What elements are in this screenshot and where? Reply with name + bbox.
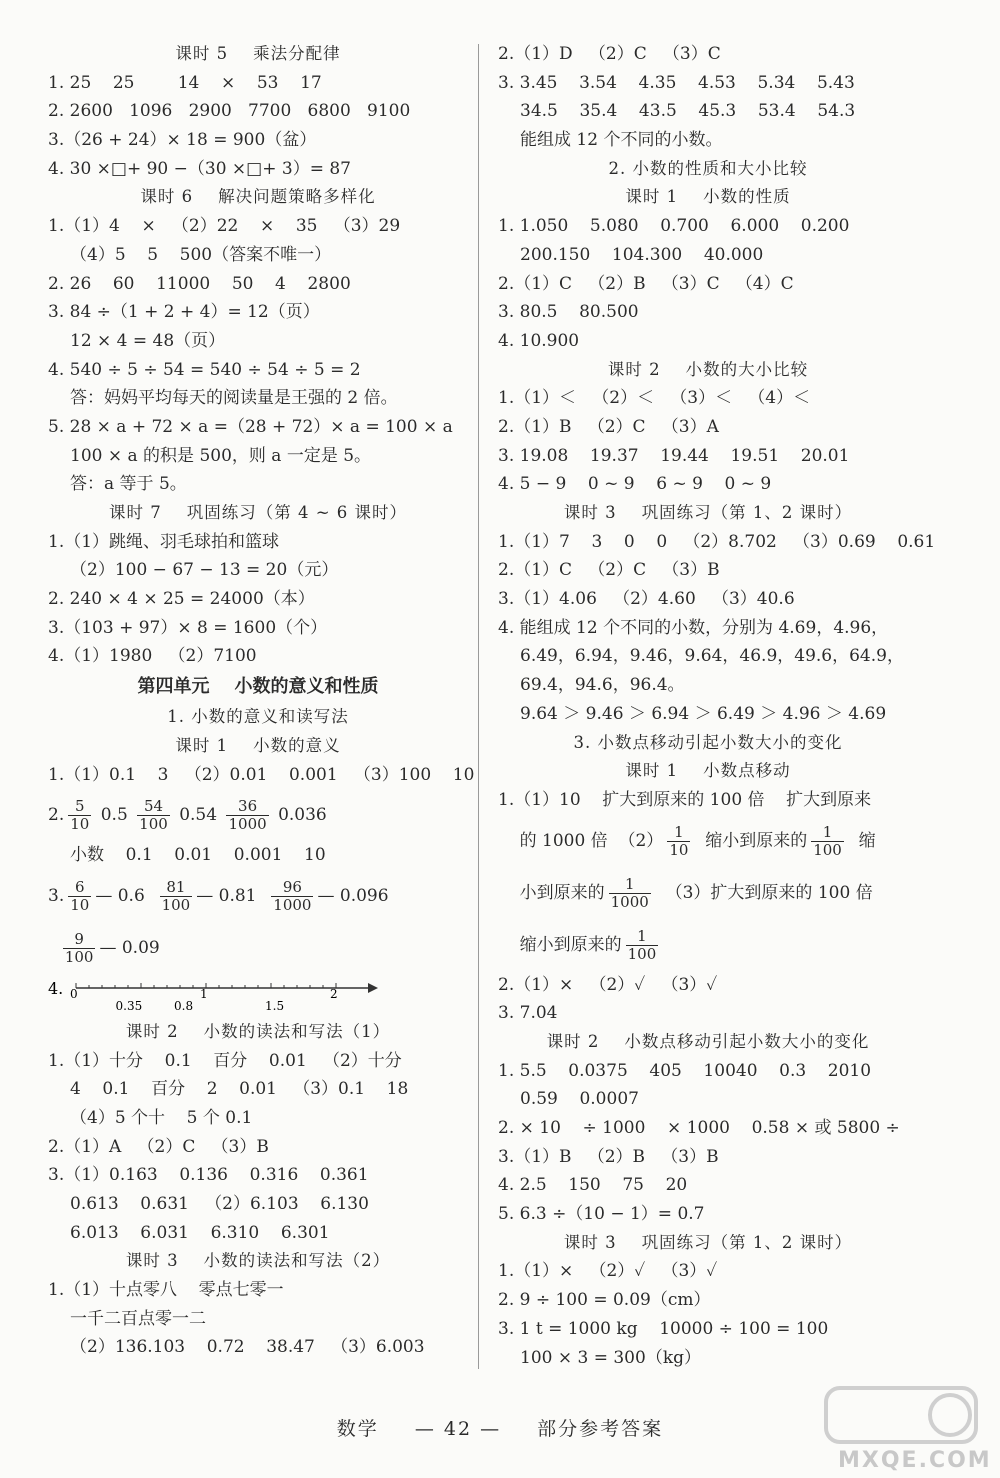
fraction-denominator: 100: [161, 895, 191, 914]
answer-line: 2. 26 60 11000 50 4 2800: [48, 273, 351, 294]
fraction-denominator: 10: [70, 895, 90, 914]
fraction-numerator: 81: [160, 879, 193, 897]
answer-line: 4.（1）1980 （2）7100: [48, 646, 257, 667]
answer-line: 2. 240 × 4 × 25 = 24000（本）: [48, 589, 315, 610]
footer-page-number: — 42 —: [414, 1418, 502, 1440]
fraction-numerator: 6: [68, 879, 91, 897]
answer-line: 4. 10.900: [498, 330, 580, 351]
answer-line: 2.（1）C （2）C （3）B: [498, 560, 720, 581]
fraction-denominator: 100: [139, 815, 168, 834]
number-line-tick-label: 1: [200, 986, 208, 1001]
answer-line-with-fractions: [48, 922, 468, 974]
number-line-tick-label: 0.8: [174, 998, 194, 1013]
text-segment: 0.5: [95, 805, 134, 826]
fraction: [667, 824, 690, 859]
section-heading: 课时 1 小数的性质: [625, 187, 791, 207]
text-segment: — 0.6: [95, 885, 156, 906]
answer-line: 0.613 0.631 （2）6.103 6.130: [70, 1194, 369, 1214]
section-heading: 课时 2 小数点移动引起小数大小的变化: [546, 1031, 870, 1051]
answer-line: 1. 1.050 5.080 0.700 6.000 0.200: [498, 216, 850, 237]
answer-line: 9.64 ＞ 9.46 ＞ 6.94 ＞ 6.49 ＞ 4.96 ＞ 4.69: [520, 703, 887, 724]
answer-line: 5. 28 × a + 72 × a =（28 + 72）× a = 100 × a: [48, 416, 453, 437]
answer-line: 2.（1）× （2）✓ （3）✓: [498, 974, 718, 995]
fraction-denominator: 100: [64, 947, 94, 966]
section-heading: 课时 3 小数的读法和写法（2）: [125, 1251, 391, 1271]
fraction-numerator: 1: [811, 824, 844, 842]
text-segment: 缩: [847, 830, 876, 851]
answer-line: 1.（1）× （2）✓ （3）✓: [498, 1261, 718, 1282]
answer-line: 100 × 3 = 300（kg）: [520, 1347, 701, 1368]
column-divider: [478, 44, 479, 1369]
section-heading: 课时 7 巩固练习（第 4 ~ 6 课时）: [108, 503, 408, 522]
answer-line: 1.（1）0.1 3 （2）0.01 0.001 （3）100 10: [48, 764, 475, 785]
answer-line: 4. 30 ×□+ 90 −（30 ×□+ 3）= 87: [48, 158, 351, 179]
fraction: [226, 798, 268, 833]
answer-line-with-fractions: [48, 870, 468, 922]
text-segment: 缩小到原来的: [498, 934, 622, 955]
fraction-denominator: 100: [813, 840, 842, 859]
footer-subject: 数学: [336, 1418, 379, 1440]
answer-line: 3.（1）0.163 0.136 0.316 0.361: [48, 1165, 369, 1186]
answer-line: 3.（1）B （2）B （3）B: [498, 1146, 719, 1167]
section-heading: 课时 1 小数的意义: [175, 735, 341, 755]
section-heading: 课时 3 巩固练习（第 1、2 课时）: [563, 1232, 853, 1252]
answer-line: 1. 25 25 14 × 53 17: [48, 72, 322, 93]
answer-line: 4. 540 ÷ 5 ÷ 54 = 540 ÷ 54 ÷ 5 = 2: [48, 359, 361, 380]
text-segment: — 0.096: [317, 885, 389, 906]
answer-line: 200.150 104.300 40.000: [520, 244, 764, 265]
answer-line: （4）5 个十 5 个 0.1: [70, 1107, 253, 1128]
answer-line: 0.59 0.0007: [520, 1089, 639, 1110]
answer-line: 5. 6.3 ÷（10 − 1）= 0.7: [498, 1204, 705, 1225]
section-heading: 课时 6 解决问题策略多样化: [140, 187, 376, 207]
answer-line: 12 × 4 = 48（页）: [70, 330, 226, 351]
section-heading: 课时 3 巩固练习（第 1、2 课时）: [563, 503, 853, 522]
text-segment: 2.: [48, 805, 65, 826]
answer-line-with-fractions: [48, 789, 468, 841]
fraction: [63, 931, 96, 966]
answer-line: 1. 5.5 0.0375 405 10040 0.3 2010: [498, 1060, 872, 1081]
fraction-numerator: 54: [137, 798, 170, 816]
answer-line: 3.（1）4.06 （2）4.60 （3）40.6: [498, 589, 795, 610]
fraction-numerator: 1: [626, 928, 659, 946]
fraction: [811, 824, 844, 859]
section-heading: 1. 小数的意义和读写法: [167, 707, 349, 727]
answer-line: 答：a 等于 5。: [70, 474, 187, 495]
unit-title: 第四单元 小数的意义和性质: [137, 676, 379, 698]
section-heading: 3. 小数点移动引起小数大小的变化: [573, 732, 843, 752]
answer-line: 2.（1）D （2）C （3）C: [498, 44, 721, 64]
answer-line-with-fractions: [498, 919, 918, 971]
answer-line: 2.（1）A （2）C （3）B: [48, 1136, 269, 1157]
answer-line: 4. 5 − 9 0 ~ 9 6 ~ 9 0 ~ 9: [498, 474, 772, 495]
answer-line: 3. 7.04: [498, 1003, 558, 1024]
answer-line: 4. 能组成 12 个不同的小数，分别为 4.69，4.96，: [498, 617, 889, 638]
answer-line: 2. × 10 ÷ 1000 × 1000 0.58 × 或 5800 ÷: [498, 1118, 900, 1138]
section-heading: 2. 小数的性质和大小比较: [608, 158, 808, 178]
answer-line: 4. 2.5 150 75 20: [498, 1175, 688, 1196]
fraction: [271, 879, 313, 914]
text-segment: — 0.09: [99, 937, 160, 958]
answer-line: （2）100 − 67 − 13 = 20（元）: [70, 560, 339, 581]
answer-line: 1.（1）10 扩大到原来的 100 倍 扩大到原来: [498, 789, 872, 810]
section-heading: 课时 1 小数点移动: [625, 761, 791, 781]
section-heading: 课时 2 小数的大小比较: [607, 359, 809, 379]
answer-line: 答：妈妈平均每天的阅读量是王强的 2 倍。: [70, 388, 398, 409]
fraction: [137, 798, 170, 833]
text-segment: （3）扩大到原来的 100 倍: [654, 882, 873, 903]
answer-line: 3.（26 + 24）× 18 = 900（盆）: [48, 130, 317, 151]
text-segment: 0.036: [272, 805, 327, 826]
answer-line: 1.（1）7 3 0 0 （2）8.702 （3）0.69 0.61: [498, 531, 936, 552]
fraction: [609, 876, 651, 911]
fraction-denominator: 1000: [610, 892, 649, 911]
number-line-tick-label: 2: [330, 986, 338, 1001]
fraction-numerator: 96: [271, 879, 313, 897]
section-heading: 课时 2 小数的读法和写法（1）: [125, 1021, 391, 1041]
answer-line: 4 0.1 百分 2 0.01 （3）0.1 18: [70, 1079, 409, 1100]
number-line-arrow: [368, 983, 378, 993]
answer-line: 34.5 35.4 43.5 45.3 53.4 54.3: [520, 101, 856, 122]
number-line-tick-label: 1.5: [265, 998, 285, 1013]
right-column: [498, 40, 936, 1372]
fraction-numerator: 36: [226, 798, 268, 816]
fraction-denominator: 1000: [273, 895, 312, 914]
answer-line: 6.013 6.031 6.310 6.301: [70, 1222, 330, 1243]
answer-line: 1.（1）十分 0.1 百分 0.01 （2）十分: [48, 1050, 402, 1071]
answer-line: 3. 19.08 19.37 19.44 19.51 20.01: [498, 445, 850, 466]
answer-line-with-fractions: [498, 867, 918, 919]
answer-line: （2）136.103 0.72 38.47 （3）6.003: [70, 1337, 425, 1358]
watermark-text: MXQE.COM: [838, 1448, 992, 1473]
answer-line: 1.（1）＜ （2）＜ （3）＜ （4）＜: [498, 388, 811, 409]
text-segment: 缩小到原来的: [694, 830, 808, 851]
text-segment: [48, 922, 59, 974]
number-line-tick-label: 0.35: [115, 998, 143, 1013]
answer-line: 3. 80.5 80.500: [498, 302, 639, 323]
left-column: [48, 40, 475, 1362]
answer-line: 1.（1）4 × （2）22 × 35 （3）29: [48, 216, 401, 237]
fraction: [626, 928, 659, 963]
text-segment: 0.54: [173, 805, 223, 826]
answer-line: 2.（1）C （2）B （3）C （4）C: [498, 273, 794, 294]
fraction-numerator: 9: [63, 931, 96, 949]
fraction: [68, 798, 91, 833]
fraction: [68, 879, 91, 914]
fraction-denominator: 10: [669, 840, 689, 859]
answer-line: 能组成 12 个不同的小数。: [520, 130, 723, 151]
number-line-label: 4.: [48, 978, 64, 998]
section-heading: 课时 5 乘法分配律: [175, 44, 341, 63]
answer-line: 69.4，94.6，96.4。: [520, 675, 685, 696]
footer-label: 部分参考答案: [537, 1418, 664, 1440]
text-segment: — 0.81: [196, 885, 268, 906]
answer-line: 2. 9 ÷ 100 = 0.09（cm）: [498, 1290, 711, 1311]
number-line-tick-label: 0: [70, 986, 78, 1001]
answer-line: 3. 1 t = 1000 kg 10000 ÷ 100 = 100: [498, 1318, 829, 1339]
fraction-denominator: 10: [70, 815, 90, 834]
answer-line: （4）5 5 500（答案不唯一）: [70, 244, 332, 265]
number-line: [48, 974, 468, 1018]
answer-line: 3. 3.45 3.54 4.35 4.53 5.34 5.43: [498, 72, 855, 93]
answer-line: 小数 0.1 0.01 0.001 10: [70, 845, 326, 866]
answer-line-with-fractions: [498, 815, 918, 867]
answer-line: 一千二百点零一二: [70, 1308, 206, 1329]
text-segment: 的 1000 倍 （2）: [498, 830, 664, 851]
answer-line: 2. 2600 1096 2900 7700 6800 9100: [48, 101, 411, 122]
fraction-denominator: 100: [627, 944, 657, 963]
fraction-denominator: 1000: [228, 815, 267, 834]
answer-line: 6.49，6.94，9.46，9.64，46.9，49.6，64.9，: [520, 646, 904, 667]
answer-line: 3. 84 ÷（1 + 2 + 4）= 12（页）: [48, 302, 320, 323]
text-segment: 3.: [48, 885, 65, 906]
answer-line: 100 × a 的积是 500，则 a 一定是 5。: [70, 445, 372, 466]
answer-line: 3.（103 + 97）× 8 = 1600（个）: [48, 617, 328, 638]
answer-line: 1.（1）跳绳、羽毛球拍和篮球: [48, 531, 280, 552]
answer-line: 1.（1）十点零八 零点七零一: [48, 1280, 284, 1301]
fraction: [160, 879, 193, 914]
fraction-numerator: 5: [68, 798, 91, 816]
answer-line: 2.（1）B （2）C （3）A: [498, 416, 719, 437]
fraction-numerator: 1: [609, 876, 651, 894]
fraction-numerator: 1: [667, 824, 690, 842]
text-segment: 小到原来的: [498, 882, 605, 903]
